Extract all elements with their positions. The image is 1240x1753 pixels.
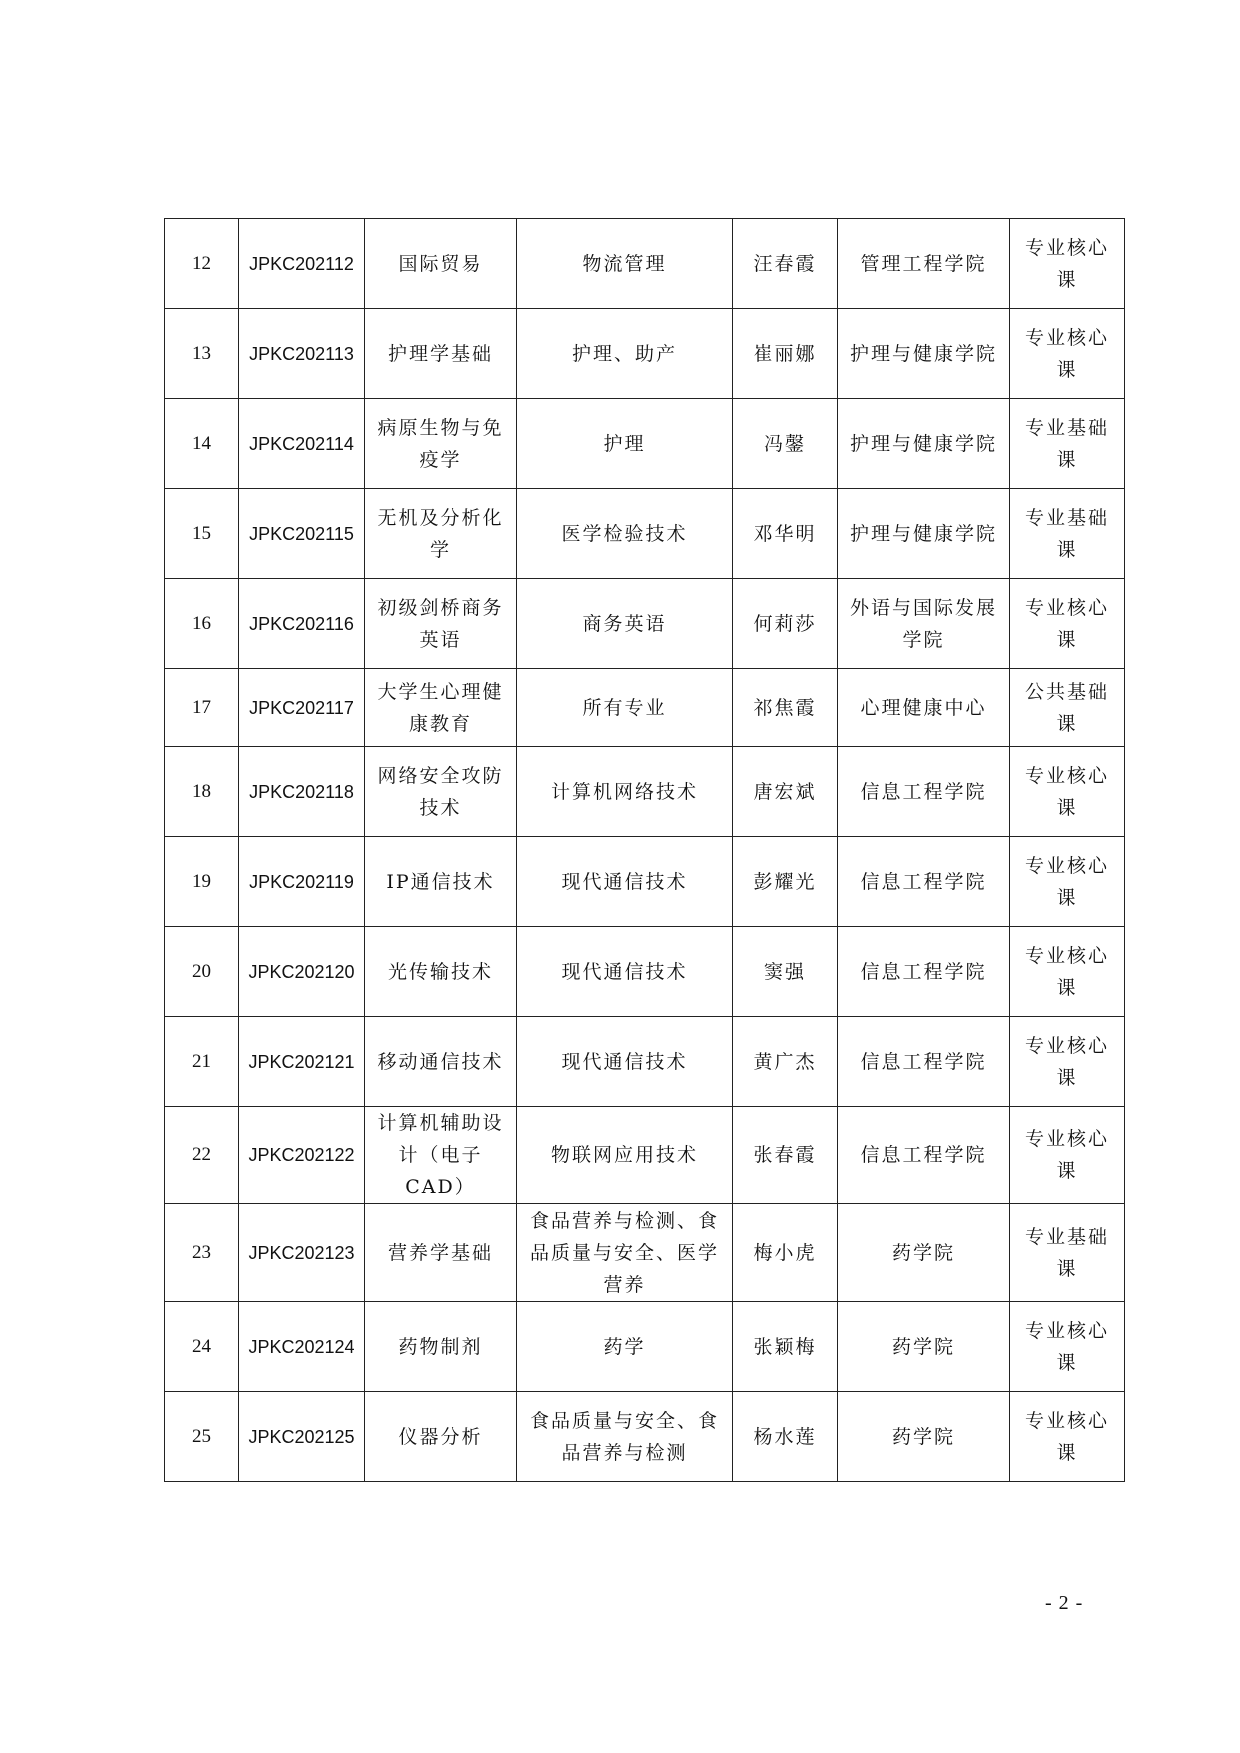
major-cell: 物流管理 (517, 219, 733, 309)
course-code-cell: JPKC202125 (239, 1392, 365, 1482)
course-code-cell: JPKC202122 (239, 1107, 365, 1204)
college-cell: 管理工程学院 (838, 219, 1010, 309)
college-cell: 药学院 (838, 1302, 1010, 1392)
teacher-cell: 彭耀光 (733, 837, 838, 927)
course-type-cell: 专业核心课 (1010, 927, 1125, 1017)
course-code-cell: JPKC202121 (239, 1017, 365, 1107)
course-code-cell: JPKC202115 (239, 489, 365, 579)
college-cell: 药学院 (838, 1392, 1010, 1482)
table-row (165, 489, 1125, 579)
row-number-cell: 12 (165, 219, 239, 309)
college-cell: 护理与健康学院 (838, 489, 1010, 579)
teacher-cell: 窦强 (733, 927, 838, 1017)
course-type-cell: 专业核心课 (1010, 579, 1125, 669)
course-code-cell: JPKC202113 (239, 309, 365, 399)
row-number-cell: 19 (165, 837, 239, 927)
major-cell: 现代通信技术 (517, 927, 733, 1017)
course-code-cell: JPKC202119 (239, 837, 365, 927)
course-code-cell: JPKC202118 (239, 747, 365, 837)
course-code-cell: JPKC202123 (239, 1204, 365, 1302)
page-number: - 2 - (1045, 1592, 1084, 1614)
college-cell: 外语与国际发展学院 (838, 579, 1010, 669)
major-cell: 药学 (517, 1302, 733, 1392)
course-type-cell: 公共基础课 (1010, 669, 1125, 747)
table-row (165, 669, 1125, 747)
major-cell: 医学检验技术 (517, 489, 733, 579)
major-cell: 所有专业 (517, 669, 733, 747)
course-code-cell: JPKC202116 (239, 579, 365, 669)
teacher-cell: 祁焦霞 (733, 669, 838, 747)
course-code-cell: JPKC202120 (239, 927, 365, 1017)
teacher-cell: 冯鏧 (733, 399, 838, 489)
teacher-cell: 邓华明 (733, 489, 838, 579)
teacher-cell: 崔丽娜 (733, 309, 838, 399)
course-name-cell: 网络安全攻防技术 (365, 747, 517, 837)
major-cell: 物联网应用技术 (517, 1107, 733, 1204)
teacher-cell: 张春霞 (733, 1107, 838, 1204)
course-type-cell: 专业基础课 (1010, 399, 1125, 489)
row-number-cell: 23 (165, 1204, 239, 1302)
teacher-cell: 汪春霞 (733, 219, 838, 309)
table-row (165, 747, 1125, 837)
row-number-cell: 17 (165, 669, 239, 747)
course-type-cell: 专业核心课 (1010, 309, 1125, 399)
teacher-cell: 唐宏斌 (733, 747, 838, 837)
college-cell: 信息工程学院 (838, 747, 1010, 837)
course-name-cell: 光传输技术 (365, 927, 517, 1017)
row-number-cell: 20 (165, 927, 239, 1017)
course-code-cell: JPKC202117 (239, 669, 365, 747)
course-type-cell: 专业核心课 (1010, 747, 1125, 837)
course-code-cell: JPKC202124 (239, 1302, 365, 1392)
college-cell: 信息工程学院 (838, 1107, 1010, 1204)
course-name-cell: 无机及分析化学 (365, 489, 517, 579)
course-type-cell: 专业核心课 (1010, 1107, 1125, 1204)
course-type-cell: 专业核心课 (1010, 1392, 1125, 1482)
major-cell: 护理 (517, 399, 733, 489)
major-cell: 食品质量与安全、食品营养与检测 (517, 1392, 733, 1482)
course-name-cell: 仪器分析 (365, 1392, 517, 1482)
table-row (165, 1204, 1125, 1302)
row-number-cell: 18 (165, 747, 239, 837)
table-row (165, 1392, 1125, 1482)
row-number-cell: 16 (165, 579, 239, 669)
major-cell: 商务英语 (517, 579, 733, 669)
table-row (165, 927, 1125, 1017)
major-cell: 现代通信技术 (517, 1017, 733, 1107)
course-name-cell: 营养学基础 (365, 1204, 517, 1302)
teacher-cell: 黄广杰 (733, 1017, 838, 1107)
table-body (165, 219, 1125, 1482)
college-cell: 信息工程学院 (838, 1017, 1010, 1107)
course-code-cell: JPKC202112 (239, 219, 365, 309)
course-table (164, 218, 1125, 1482)
table-row (165, 837, 1125, 927)
row-number-cell: 15 (165, 489, 239, 579)
course-type-cell: 专业核心课 (1010, 837, 1125, 927)
course-type-cell: 专业核心课 (1010, 219, 1125, 309)
course-type-cell: 专业核心课 (1010, 1017, 1125, 1107)
course-name-cell: 护理学基础 (365, 309, 517, 399)
table-row (165, 309, 1125, 399)
row-number-cell: 24 (165, 1302, 239, 1392)
table-row (165, 1017, 1125, 1107)
major-cell: 计算机网络技术 (517, 747, 733, 837)
teacher-cell: 杨水莲 (733, 1392, 838, 1482)
table-row (165, 579, 1125, 669)
course-name-cell: IP通信技术 (365, 837, 517, 927)
course-name-cell: 移动通信技术 (365, 1017, 517, 1107)
course-type-cell: 专业核心课 (1010, 1302, 1125, 1392)
course-type-cell: 专业基础课 (1010, 1204, 1125, 1302)
course-name-cell: 大学生心理健康教育 (365, 669, 517, 747)
college-cell: 心理健康中心 (838, 669, 1010, 747)
course-name-cell: 初级剑桥商务英语 (365, 579, 517, 669)
row-number-cell: 25 (165, 1392, 239, 1482)
major-cell: 食品营养与检测、食品质量与安全、医学营养 (517, 1204, 733, 1302)
table-row (165, 1107, 1125, 1204)
major-cell: 现代通信技术 (517, 837, 733, 927)
teacher-cell: 张颖梅 (733, 1302, 838, 1392)
row-number-cell: 21 (165, 1017, 239, 1107)
college-cell: 信息工程学院 (838, 837, 1010, 927)
course-name-cell: 病原生物与免疫学 (365, 399, 517, 489)
table-row (165, 399, 1125, 489)
teacher-cell: 梅小虎 (733, 1204, 838, 1302)
college-cell: 护理与健康学院 (838, 309, 1010, 399)
college-cell: 药学院 (838, 1204, 1010, 1302)
table-row (165, 219, 1125, 309)
college-cell: 护理与健康学院 (838, 399, 1010, 489)
row-number-cell: 13 (165, 309, 239, 399)
major-cell: 护理、助产 (517, 309, 733, 399)
teacher-cell: 何莉莎 (733, 579, 838, 669)
course-name-cell: 国际贸易 (365, 219, 517, 309)
course-name-cell: 计算机辅助设计（电子CAD） (365, 1107, 517, 1204)
course-type-cell: 专业基础课 (1010, 489, 1125, 579)
college-cell: 信息工程学院 (838, 927, 1010, 1017)
table-row (165, 1302, 1125, 1392)
course-name-cell: 药物制剂 (365, 1302, 517, 1392)
row-number-cell: 14 (165, 399, 239, 489)
course-code-cell: JPKC202114 (239, 399, 365, 489)
row-number-cell: 22 (165, 1107, 239, 1204)
